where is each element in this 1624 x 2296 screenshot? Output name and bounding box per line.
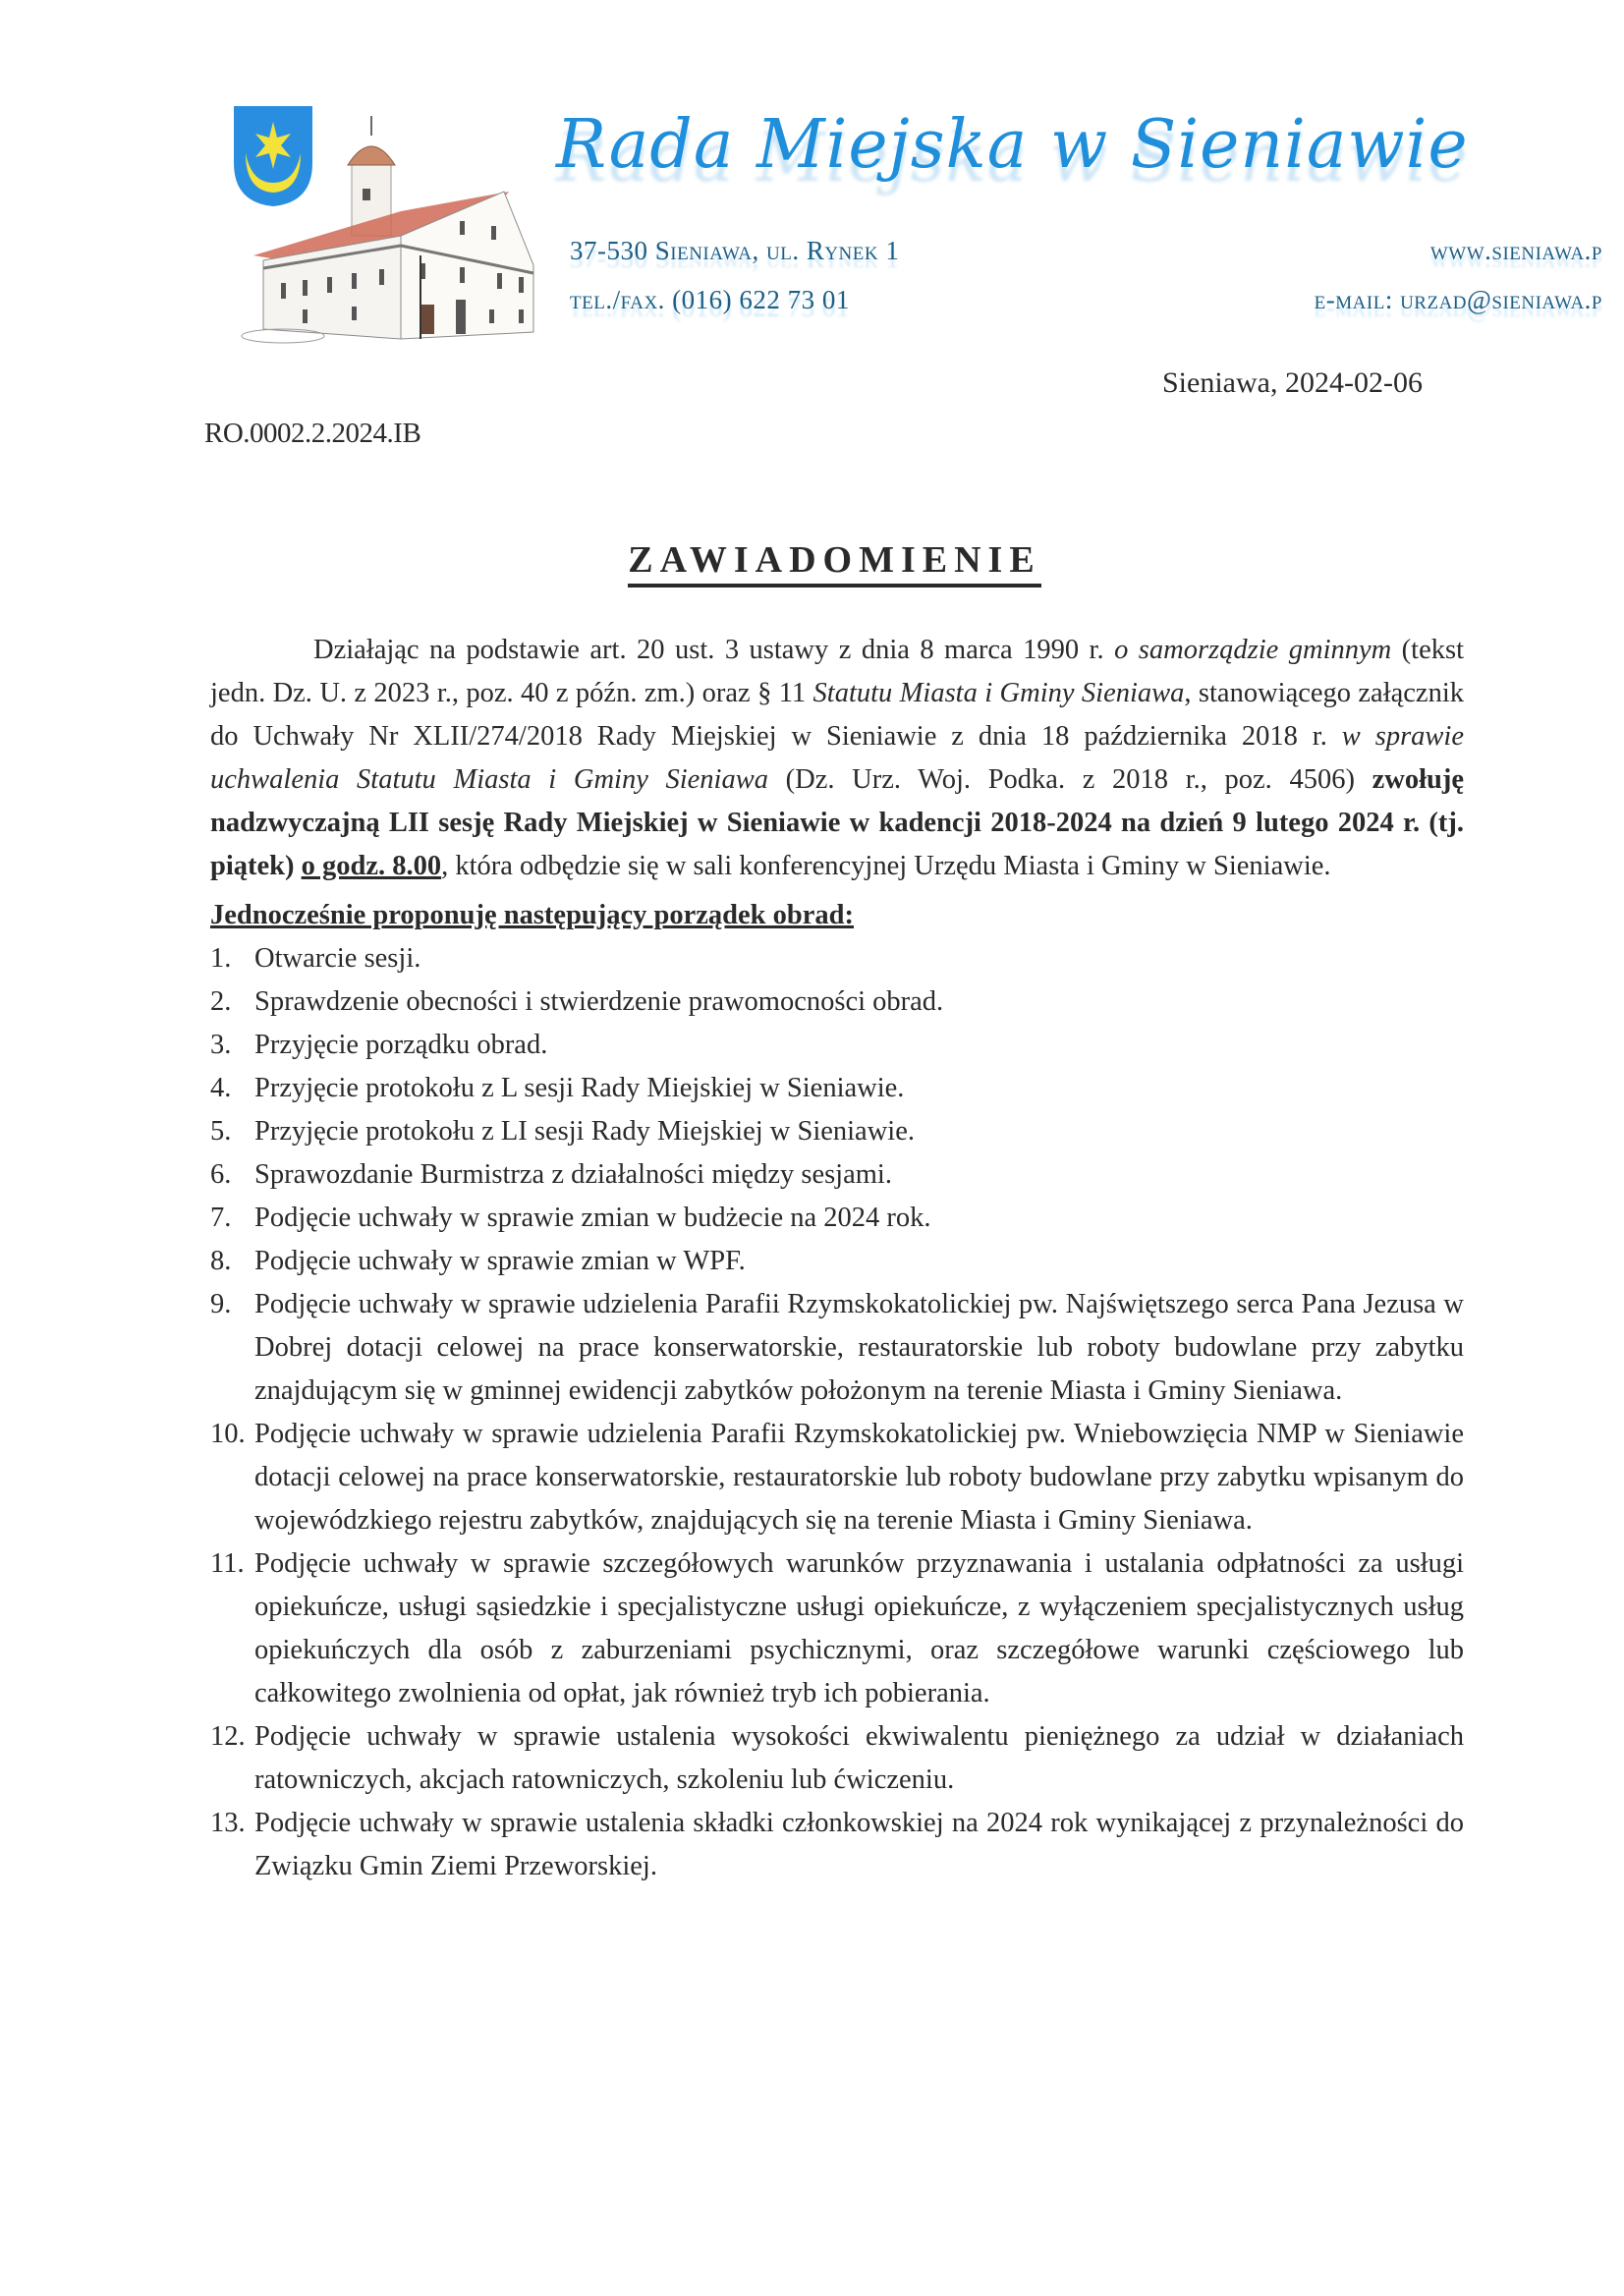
agenda-item-text: Przyjęcie porządku obrad.: [254, 1030, 548, 1060]
agenda-item: [210, 1413, 1464, 1542]
intro-text-1: Działając na podstawie art. 20 ust. 3 ustawy z dnia 8 marca 1990 r.: [313, 635, 1115, 665]
agenda-item: [210, 1067, 1464, 1110]
agenda-item: [210, 1715, 1464, 1802]
agenda-item-number: 3.: [210, 1030, 232, 1060]
agenda-item-number: 7.: [210, 1203, 232, 1233]
agenda-item-number: 12.: [210, 1721, 246, 1752]
session-announcement: zwołuję nadzwyczajną LII sesję Rady Miejskiej w Sieniawie w kadencji 2018-2024 na dzień 9 lutego 2024 r. (tj. piątek): [210, 764, 1464, 881]
address: 37-530 Sieniawa, ul. Rynek 1: [570, 236, 900, 265]
agenda-item: [210, 980, 1464, 1024]
agenda-item-text: Otwarcie sesji.: [254, 943, 421, 974]
agenda-item-text: Podjęcie uchwały w sprawie udzielenia Parafii Rzymskokatolickiej pw. Wniebowzięcia NMP w Sieniawie dotacji celowej na prace konserwatorskie, restauratorskie lub roboty budowlane przy zabytku wpisanym do wojewódzkiego rejestru zabytków, znajdujących się na terenie Miasta i Gminy Sieniawa.: [254, 1419, 1464, 1536]
agenda-list: [210, 937, 1464, 1888]
agenda-item-text: Przyjęcie protokołu z L sesji Rady Miejskiej w Sieniawie.: [254, 1073, 905, 1103]
intro-paragraph: [210, 629, 1464, 888]
agenda-item: [210, 1542, 1464, 1715]
agenda-item: [210, 1802, 1464, 1888]
agenda-item: [210, 1110, 1464, 1153]
agenda-item-number: 2.: [210, 986, 232, 1017]
phone-fax: tel./fax. (016) 622 73 01: [570, 285, 850, 314]
coat-of-arms-icon: [232, 104, 314, 208]
agenda-item-number: 13.: [210, 1808, 246, 1838]
agenda-item-text: Podjęcie uchwały w sprawie ustalenia składki członkowskiej na 2024 rok wynikającej z przynależności do Związku Gmin Ziemi Przeworskiej.: [254, 1808, 1464, 1881]
agenda-item-number: 6.: [210, 1159, 232, 1190]
document-title: ZAWIADOMIENIE: [628, 538, 1040, 588]
document-body: [210, 629, 1464, 1888]
intro-text-2: (tekst jedn. Dz. U. z 2023 r., poz. 40 z późn. zm.) oraz § 11: [210, 635, 1464, 708]
agenda-item: [210, 1283, 1464, 1413]
agenda-item-text: Sprawozdanie Burmistrza z działalności między sesjami.: [254, 1159, 892, 1190]
intro-resolution-title: w sprawie uchwalenia Statutu Miasta i Gminy Sieniawa: [210, 721, 1464, 795]
agenda-item-number: 4.: [210, 1073, 232, 1103]
email-link[interactable]: e-mail: urzad@sieniawa.p: [1314, 285, 1602, 314]
agenda-item-text: Podjęcie uchwały w sprawie udzielenia Parafii Rzymskokatolickiej pw. Najświętszego serca Pana Jezusa w Dobrej dotacji celowej na prace konserwatorskie, restauratorskie lub roboty budowlane przy zabytku znajdującym się w gminnej ewidencji zabytków położonym na terenie Miasta i Gminy Sieniawa.: [254, 1289, 1464, 1406]
session-time: o godz. 8.00: [301, 851, 442, 881]
agenda-item-number: 10.: [210, 1419, 246, 1449]
agenda-item-number: 11.: [210, 1548, 245, 1579]
agenda-item-text: Podjęcie uchwały w sprawie zmian w budżecie na 2024 rok.: [254, 1203, 931, 1233]
agenda-item: [210, 937, 1464, 980]
agenda-item-text: Podjęcie uchwały w sprawie ustalenia wysokości ekwiwalentu pieniężnego za udział w działaniach ratowniczych, akcjach ratowniczych, szkoleniu lub ćwiczeniu.: [254, 1721, 1464, 1795]
agenda-item-text: Podjęcie uchwały w sprawie zmian w WPF.: [254, 1246, 746, 1276]
agenda-item-number: 5.: [210, 1116, 232, 1147]
agenda-item-text: Przyjęcie protokołu z LI sesji Rady Miejskiej w Sieniawie.: [254, 1116, 915, 1147]
reference-number: RO.0002.2.2024.IB: [204, 418, 421, 449]
agenda-item-number: 8.: [210, 1246, 232, 1276]
agenda-item: [210, 1240, 1464, 1283]
agenda-item: [210, 1197, 1464, 1240]
agenda-item-number: 1.: [210, 943, 232, 974]
intro-text-3: , stanowiącego załącznik do Uchwały Nr XLII/274/2018 Rady Miejskiej w Sieniawie z dnia 18 października 2018 r.: [210, 678, 1464, 752]
agenda-item-text: Podjęcie uchwały w sprawie szczegółowych warunków przyznawania i ustalania odpłatności za usługi opiekuńcze, usługi sąsiedzkie i specjalistyczne usługi opiekuńcze, z wyłączeniem specjalistycznych usług opiekuńczych dla osób z zaburzeniami psychicznymi, oraz szczegółowe warunki częściowego lub całkowitego zwolnienia od opłat, jak również tryb ich pobierania.: [254, 1548, 1464, 1708]
agenda-item: [210, 1024, 1464, 1067]
intro-act-title: o samorządzie gminnym: [1114, 635, 1392, 665]
intro-text-5: , która odbędzie się w sali konferencyjnej Urzędu Miasta i Gminy w Sieniawie.: [441, 851, 1331, 881]
agenda-item-number: 9.: [210, 1289, 232, 1319]
intro-statute-title: Statutu Miasta i Gminy Sieniawa: [812, 678, 1185, 708]
intro-text-4: (Dz. Urz. Woj. Podka. z 2018 r., poz. 4506): [768, 764, 1372, 795]
website-link[interactable]: www.sieniawa.p: [1429, 236, 1602, 265]
document-title-container: [0, 538, 1624, 588]
agenda-item-text: Sprawdzenie obecności i stwierdzenie prawomocności obrad.: [254, 986, 944, 1017]
document-date: Sieniawa, 2024-02-06: [1162, 366, 1423, 399]
agenda-heading: Jednocześnie proponuję następujący porządek obrad:: [210, 900, 854, 930]
council-name-logo: Rada Miejska w Sieniawie: [556, 106, 1469, 184]
agenda-item: [210, 1153, 1464, 1197]
